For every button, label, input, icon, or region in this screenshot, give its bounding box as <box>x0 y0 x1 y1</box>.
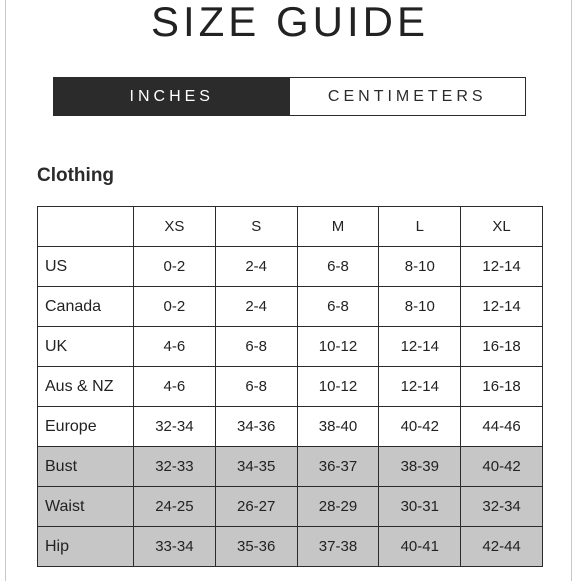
table-cell: 16-18 <box>461 327 543 367</box>
table-row <box>38 287 543 327</box>
row-label: UK <box>38 327 134 367</box>
row-label: Aus & NZ <box>38 367 134 407</box>
table-cell: 2-4 <box>215 247 297 287</box>
table-cell: 33-34 <box>134 527 216 567</box>
table-cell: 2-4 <box>215 287 297 327</box>
table-cell: 6-8 <box>215 367 297 407</box>
table-cell: 38-40 <box>297 407 379 447</box>
table-cell: 12-14 <box>379 367 461 407</box>
table-cell: 12-14 <box>461 247 543 287</box>
table-cell: 0-2 <box>134 287 216 327</box>
table-header-cell: M <box>297 207 379 247</box>
table-row-measurement <box>38 447 543 487</box>
table-cell: 40-42 <box>379 407 461 447</box>
row-label: US <box>38 247 134 287</box>
table-row <box>38 247 543 287</box>
table-cell: 24-25 <box>134 487 216 527</box>
size-table <box>37 206 543 567</box>
table-cell: 40-41 <box>379 527 461 567</box>
page-title: SIZE GUIDE <box>150 0 430 45</box>
table-cell: 0-2 <box>134 247 216 287</box>
table-cell: 12-14 <box>461 287 543 327</box>
table-cell: 36-37 <box>297 447 379 487</box>
table-header-cell <box>38 207 134 247</box>
table-cell: 40-42 <box>461 447 543 487</box>
table-cell: 4-6 <box>134 367 216 407</box>
table-cell: 10-12 <box>297 327 379 367</box>
table-row-measurement <box>38 487 543 527</box>
table-cell: 8-10 <box>379 287 461 327</box>
table-cell: 38-39 <box>379 447 461 487</box>
table-cell: 35-36 <box>215 527 297 567</box>
table-cell: 32-33 <box>134 447 216 487</box>
row-label: Bust <box>38 447 134 487</box>
table-cell: 6-8 <box>215 327 297 367</box>
table-cell: 6-8 <box>297 247 379 287</box>
section-heading-clothing: Clothing <box>37 165 115 186</box>
row-label: Canada <box>38 287 134 327</box>
table-cell: 8-10 <box>379 247 461 287</box>
table-cell: 26-27 <box>215 487 297 527</box>
table-cell: 28-29 <box>297 487 379 527</box>
table-cell: 4-6 <box>134 327 216 367</box>
table-cell: 6-8 <box>297 287 379 327</box>
table-row <box>38 367 543 407</box>
table-header-cell: S <box>215 207 297 247</box>
table-cell: 32-34 <box>461 487 543 527</box>
row-label: Hip <box>38 527 134 567</box>
unit-toggle <box>53 77 526 116</box>
table-row-measurement <box>38 527 543 567</box>
table-cell: 10-12 <box>297 367 379 407</box>
row-label: Waist <box>38 487 134 527</box>
table-cell: 44-46 <box>461 407 543 447</box>
table-row <box>38 327 543 367</box>
table-cell: 12-14 <box>379 327 461 367</box>
table-header-cell: L <box>379 207 461 247</box>
table-cell: 30-31 <box>379 487 461 527</box>
table-row <box>38 407 543 447</box>
table-cell: 42-44 <box>461 527 543 567</box>
tab-inches[interactable]: INCHES <box>54 78 290 115</box>
table-header-cell: XL <box>461 207 543 247</box>
table-cell: 37-38 <box>297 527 379 567</box>
table-cell: 34-36 <box>215 407 297 447</box>
table-cell: 32-34 <box>134 407 216 447</box>
table-cell: 34-35 <box>215 447 297 487</box>
table-header-cell: XS <box>134 207 216 247</box>
table-header-row <box>38 207 543 247</box>
row-label: Europe <box>38 407 134 447</box>
table-cell: 16-18 <box>461 367 543 407</box>
tab-centimeters[interactable]: CENTIMETERS <box>290 78 526 115</box>
